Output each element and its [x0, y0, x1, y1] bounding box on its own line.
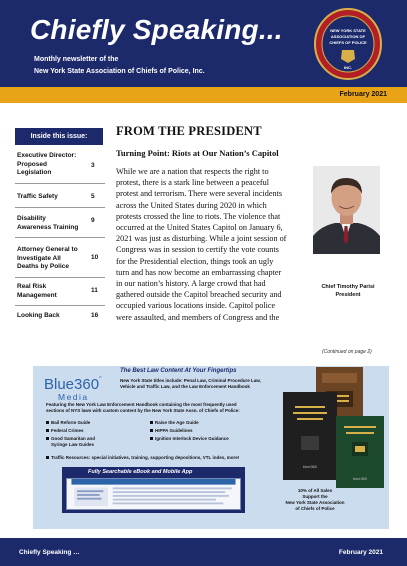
- app-screenshot: [66, 478, 241, 510]
- logo-degree: °: [99, 376, 102, 383]
- seal-text-line: NEW YORK STATE: [330, 28, 366, 33]
- ad-bullet: Ignition Interlock Device Guidance: [150, 436, 229, 442]
- article-line: protests crossed the line to riots. The violence that: [116, 211, 281, 221]
- newsletter-subtitle: Monthly newsletter of the: [34, 56, 119, 63]
- article-body: [116, 166, 299, 323]
- article-line: protest, there is a stark line between a peaceful: [116, 178, 269, 188]
- app-banner-text: Fully Searchable eBook and Mobile App: [88, 469, 193, 475]
- article-line: 2021 was just as disturbing. While a joint session of: [116, 234, 287, 244]
- article-line: across the United States during 2020 in which: [116, 200, 267, 210]
- article-line: protest and terrorism. There were several incidents: [116, 189, 283, 199]
- book-brand: blue360: [302, 464, 318, 469]
- toc-page-number: 5: [91, 193, 95, 200]
- article-line: for the Presidential election, things took an ugly: [116, 256, 274, 266]
- ad-bullet: Good Samaritan and Syringe Law Guides: [46, 436, 95, 447]
- seal-text-line: ASSOCIATION OF: [330, 34, 366, 39]
- seal-text-line: INC.: [344, 65, 352, 70]
- seal-text-line: CHIEFS OF POLICE: [329, 40, 367, 45]
- logo-text: Blue360: [44, 376, 100, 393]
- toc-item[interactable]: [15, 246, 105, 278]
- article-line: occurred at the United States Capitol on January 6,: [116, 223, 283, 233]
- toc-label: Executive Director: Proposed Legislation: [17, 152, 77, 176]
- toc-label: Attorney General to Investigate All Deaths by Police: [17, 246, 78, 270]
- article-line: in our nation’s history. A large crowd that had: [116, 279, 266, 289]
- book-cover-black: [283, 392, 337, 480]
- ad-bullet: Bail Reform Guide: [46, 420, 90, 426]
- ad-description: Featuring the New York Law Enforcement Handbook containing the most frequently used sections of NYS laws with custom content by the New York State Assn. of Chiefs of Police:: [46, 402, 240, 413]
- toc-page-number: 16: [91, 312, 99, 319]
- ad-intro: New York State titles include: Penal Law, Criminal Procedure Law, Vehicle and Traffic Law, and the Law Enforcement Handbook: [120, 378, 261, 389]
- blue360-media-logo: [44, 372, 106, 402]
- ad-bullet: Federal Crimes: [46, 428, 84, 434]
- toc-label: Real Risk Management: [17, 283, 57, 299]
- article-line: turn and has now become an embarrassing chapter: [116, 267, 282, 277]
- book-brand: blue360: [352, 476, 368, 481]
- article-line: occupied various locations inside. Capitol police: [116, 301, 276, 311]
- president-portrait-photo: [313, 166, 380, 254]
- ad-tagline: The Best Law Content At Your Fingertips: [120, 368, 237, 374]
- toc-item[interactable]: [15, 152, 105, 184]
- association-seal-logo: [313, 7, 383, 81]
- article-line: While we are a nation that respects the right to: [116, 167, 269, 176]
- newsletter-title: Chiefly Speaking...: [30, 14, 283, 45]
- organization-name: New York State Association of Chiefs of Police, Inc.: [34, 68, 205, 75]
- toc-item[interactable]: [15, 215, 105, 238]
- footer-date: February 2021: [338, 549, 383, 556]
- toc-page-number: 3: [91, 162, 95, 169]
- article-title: FROM THE PRESIDENT: [116, 124, 262, 138]
- issue-date: February 2021: [339, 91, 387, 98]
- photo-caption-title: President: [335, 292, 361, 298]
- toc-item[interactable]: [15, 312, 105, 327]
- toc-page-number: 10: [91, 254, 99, 261]
- toc-item[interactable]: [15, 193, 105, 208]
- article-line: gathered outside the Capitol breached security and: [116, 290, 282, 300]
- photo-caption-name: Chief Timothy Parisi: [321, 284, 375, 290]
- toc-item[interactable]: [15, 283, 105, 306]
- toc-label: Disability Awareness Training: [17, 215, 79, 231]
- toc-page-number: 11: [91, 287, 98, 294]
- toc-page-number: 9: [91, 217, 95, 224]
- ad-bullet: Traffic Resources: special initiatives, training, supporting depositions, VTL index, more!: [46, 455, 239, 461]
- footer-newsletter-name: Chiefly Speaking …: [19, 549, 80, 556]
- ad-bullet: HIPPA Guidelines: [150, 428, 193, 434]
- ad-promo-text: 10% of All Sales Support the New York State Association of Chiefs of Police: [285, 488, 345, 511]
- logo-subtext: Media: [58, 392, 89, 402]
- inside-this-issue-heading: Inside this issue:: [15, 128, 103, 145]
- article-line: Congress was in session to certify the vote counts: [116, 245, 279, 255]
- book-cover-green: [336, 416, 384, 488]
- toc-label: Looking Back: [17, 312, 60, 319]
- toc-label: Traffic Safety: [17, 193, 58, 200]
- continued-note: (Continued on page 2): [322, 349, 372, 355]
- article-subtitle: Turning Point: Riots at Our Nation’s Capitol: [116, 148, 279, 158]
- ad-bullet: Raise the Age Guide: [150, 420, 199, 426]
- article-line: were assaulted, and members of Congress and the: [116, 312, 280, 322]
